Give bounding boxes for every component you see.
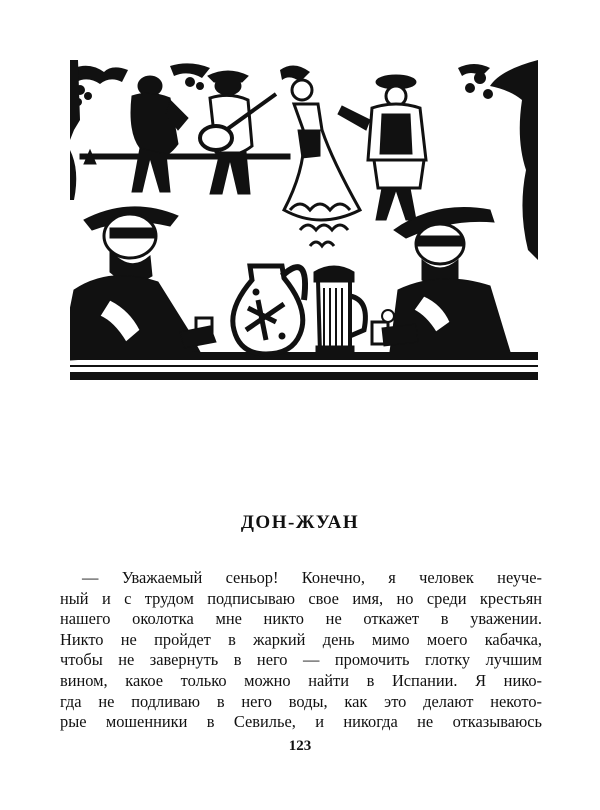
body-text — [60, 568, 542, 733]
text-line: чтобы не завернуть в него — промочить глотку лучшим — [60, 650, 542, 670]
page-number: 123 — [288, 738, 312, 754]
text-line: вином, какое только можно найти в Испании. Я нико- — [60, 670, 542, 690]
text-line: Никто не пройдет в жаркий день мимо моего кабачка, — [60, 629, 542, 649]
woodcut-illustration — [70, 60, 538, 380]
text-line: нашего околотка мне никто не откажет в уважении. — [60, 609, 542, 629]
table-edge — [70, 352, 538, 360]
text-line: ный и с трудом подписываю свое имя, но среди крестьян — [60, 588, 542, 608]
chapter-title: ДОН-ЖУАН — [240, 512, 360, 533]
text-line: рые мошенники в Севилье, и никогда не отказываюсь — [60, 712, 542, 732]
text-line: — Уважаемый сеньор! Конечно, я человек неуче- — [82, 568, 542, 587]
text-line: гда не подливаю в него воды, как это делают некото- — [60, 691, 542, 711]
